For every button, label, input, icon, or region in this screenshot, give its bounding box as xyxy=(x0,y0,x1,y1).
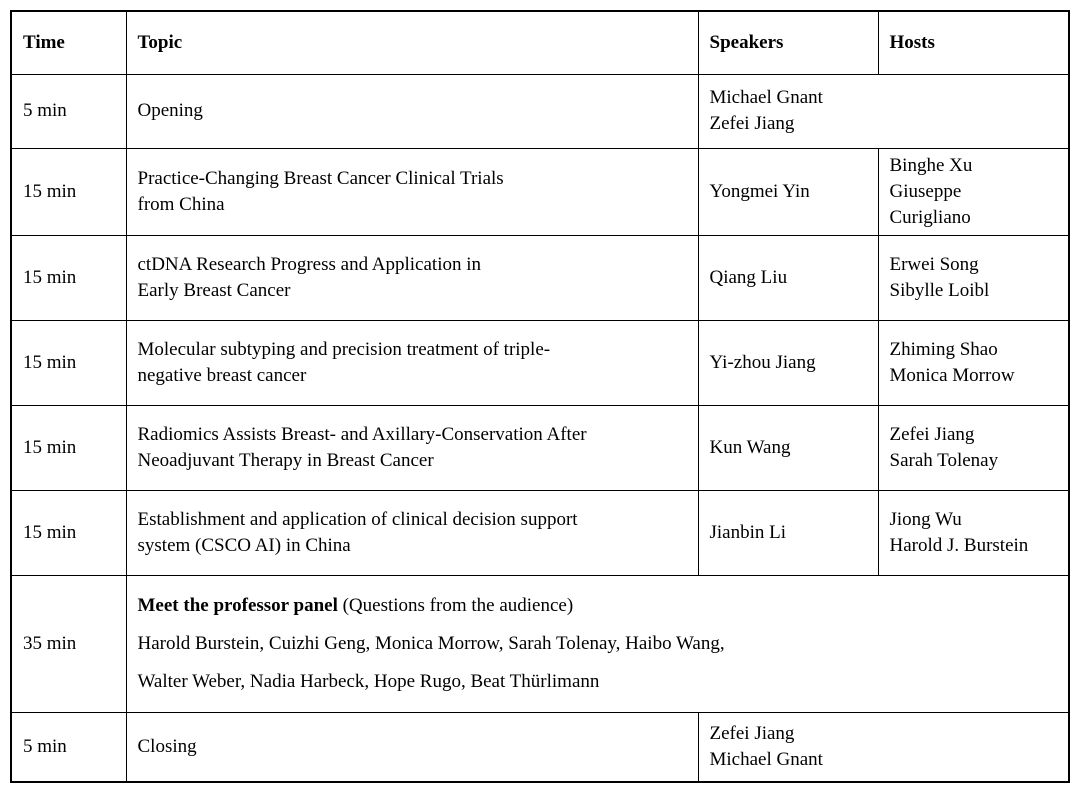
host-line: Erwei Song xyxy=(889,253,979,275)
panel-participants-line: Harold Burstein, Cuizhi Geng, Monica Morrow, Sarah Tolenay, Haibo Wang, xyxy=(137,632,725,654)
topic-cell xyxy=(126,235,698,320)
speaker-cell: Yi-zhou Jiang xyxy=(698,320,878,405)
topic-cell: Closing xyxy=(126,712,698,782)
topic-cell: Opening xyxy=(126,74,698,148)
col-header-time: Time xyxy=(11,11,126,74)
table-row-talk xyxy=(11,490,1069,575)
hosts-cell xyxy=(878,148,1069,235)
table-row-opening xyxy=(11,74,1069,148)
host-line: Zefei Jiang xyxy=(889,423,975,445)
person-line: Zefei Jiang xyxy=(709,722,795,744)
time-cell: 15 min xyxy=(11,490,126,575)
col-header-hosts: Hosts xyxy=(878,11,1069,74)
host-line: Giuseppe xyxy=(889,180,962,202)
time-cell: 15 min xyxy=(11,405,126,490)
topic-line: system (CSCO AI) in China xyxy=(137,534,351,556)
table-row-panel xyxy=(11,575,1069,712)
topic-cell xyxy=(126,148,698,235)
host-line: Sarah Tolenay xyxy=(889,449,999,471)
panel-title: Meet the professor panel xyxy=(137,594,338,616)
person-line: Zefei Jiang xyxy=(709,113,795,134)
host-line: Binghe Xu xyxy=(889,154,973,176)
table-row-talk xyxy=(11,405,1069,490)
host-line: Monica Morrow xyxy=(889,364,1015,386)
panel-title-note: (Questions from the audience) xyxy=(337,594,574,616)
hosts-cell xyxy=(878,235,1069,320)
topic-line: ctDNA Research Progress and Application in xyxy=(137,253,482,275)
table-row-talk xyxy=(11,148,1069,235)
speaker-cell: Jianbin Li xyxy=(698,490,878,575)
topic-line: Radiomics Assists Breast- and Axillary-Conservation After xyxy=(137,423,587,445)
time-cell: 35 min xyxy=(11,575,126,712)
time-cell: 5 min xyxy=(11,74,126,148)
speaker-cell: Kun Wang xyxy=(698,405,878,490)
hosts-cell xyxy=(878,490,1069,575)
hosts-cell xyxy=(878,405,1069,490)
host-line: Zhiming Shao xyxy=(889,338,998,360)
table-row-talk xyxy=(11,235,1069,320)
table-row-closing xyxy=(11,712,1069,782)
topic-cell xyxy=(126,320,698,405)
agenda-table xyxy=(10,10,1070,783)
host-line: Harold J. Burstein xyxy=(889,534,1029,556)
table-row-talk xyxy=(11,320,1069,405)
col-header-speakers: Speakers xyxy=(698,11,878,74)
speakers-hosts-merged-cell xyxy=(698,74,1069,148)
topic-line: Early Breast Cancer xyxy=(137,279,291,301)
topic-line: Neoadjuvant Therapy in Breast Cancer xyxy=(137,449,434,471)
time-cell: 15 min xyxy=(11,320,126,405)
panel-title-line xyxy=(138,593,1058,619)
hosts-cell xyxy=(878,320,1069,405)
speaker-cell: Yongmei Yin xyxy=(698,148,878,235)
host-line: Jiong Wu xyxy=(889,508,962,530)
person-line: Michael Gnant xyxy=(709,748,823,770)
topic-line: Practice-Changing Breast Cancer Clinical Trials xyxy=(137,167,504,189)
panel-cell xyxy=(126,575,1069,712)
time-cell: 15 min xyxy=(11,235,126,320)
topic-line: Establishment and application of clinical decision support xyxy=(137,508,578,530)
topic-line: from China xyxy=(137,193,225,215)
topic-cell xyxy=(126,490,698,575)
col-header-topic: Topic xyxy=(126,11,698,74)
person-line: Michael Gnant xyxy=(709,87,823,108)
topic-cell xyxy=(126,405,698,490)
host-line: Sibylle Loibl xyxy=(889,279,990,301)
time-cell: 5 min xyxy=(11,712,126,782)
header-row xyxy=(11,11,1069,74)
topic-line: negative breast cancer xyxy=(137,364,307,386)
panel-participants-line: Walter Weber, Nadia Harbeck, Hope Rugo, Beat Thürlimann xyxy=(137,670,600,692)
host-line: Curigliano xyxy=(889,206,971,228)
speakers-hosts-merged-cell xyxy=(698,712,1069,782)
speaker-cell: Qiang Liu xyxy=(698,235,878,320)
time-cell: 15 min xyxy=(11,148,126,235)
topic-line: Molecular subtyping and precision treatment of triple- xyxy=(137,338,551,360)
